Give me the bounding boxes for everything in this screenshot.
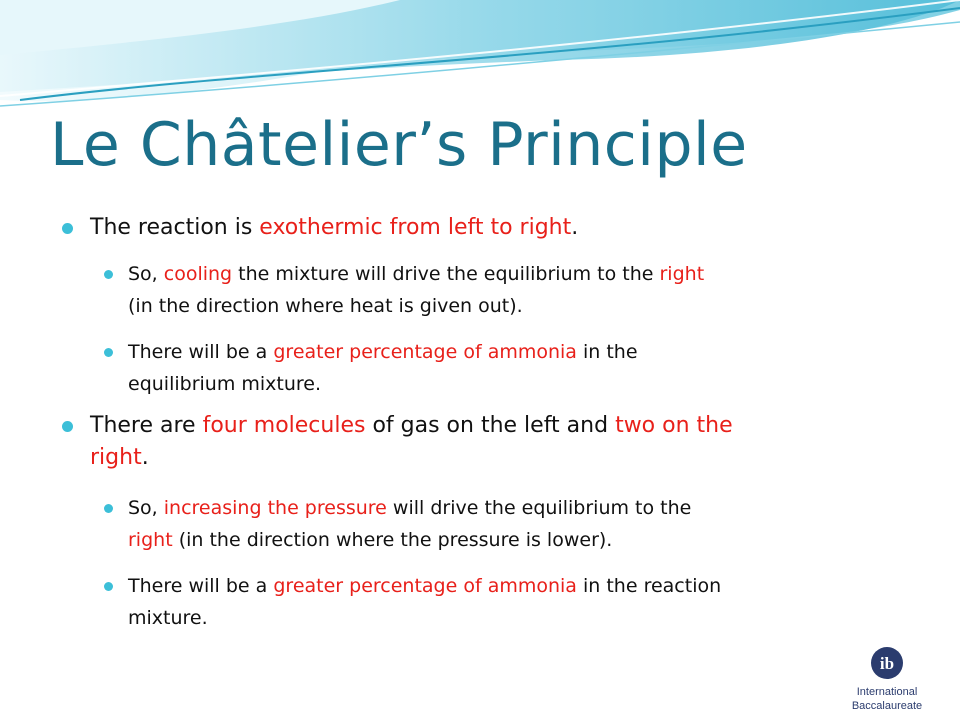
bullet-dot-icon [62, 421, 73, 432]
line: There will be a greater percentage of ammonia in the reaction [128, 575, 722, 597]
slide-title: Le Châtelier’s Principle [50, 110, 748, 180]
bullet-exothermic [90, 212, 578, 244]
sub-bullet-cooling [128, 258, 704, 322]
line: right (in the direction where the pressure is lower). [128, 529, 613, 551]
line: mixture. [128, 607, 208, 629]
sub-bullet-ammonia-2 [128, 570, 721, 634]
sub-bullet-ammonia-1 [128, 336, 638, 400]
bullet-molecules [90, 410, 733, 474]
line: There are four molecules of gas on the left and two on the [90, 413, 733, 438]
sub-bullet-pressure [128, 492, 691, 556]
ib-logo-icon [870, 646, 904, 680]
bullet-dot-icon [104, 348, 113, 357]
line: right. [90, 445, 149, 470]
line: equilibrium mixture. [128, 373, 322, 395]
bullet-dot-icon [62, 223, 73, 234]
line: So, cooling the mixture will drive the equilibrium to the right [128, 263, 705, 285]
line: There will be a greater percentage of ammonia in the [128, 341, 638, 363]
line: The reaction is exothermic from left to right. [90, 215, 579, 240]
line: So, increasing the pressure will drive the equilibrium to the [128, 497, 692, 519]
logo-line-international: International [856, 686, 918, 698]
ib-logo-letters: ib [879, 654, 895, 673]
bullet-dot-icon [104, 582, 113, 591]
logo-line-baccalaureate: Baccalaureate [851, 700, 923, 712]
bullet-dot-icon [104, 270, 113, 279]
ib-logo [828, 642, 946, 716]
bullet-dot-icon [104, 504, 113, 513]
line: (in the direction where heat is given out). [128, 295, 523, 317]
